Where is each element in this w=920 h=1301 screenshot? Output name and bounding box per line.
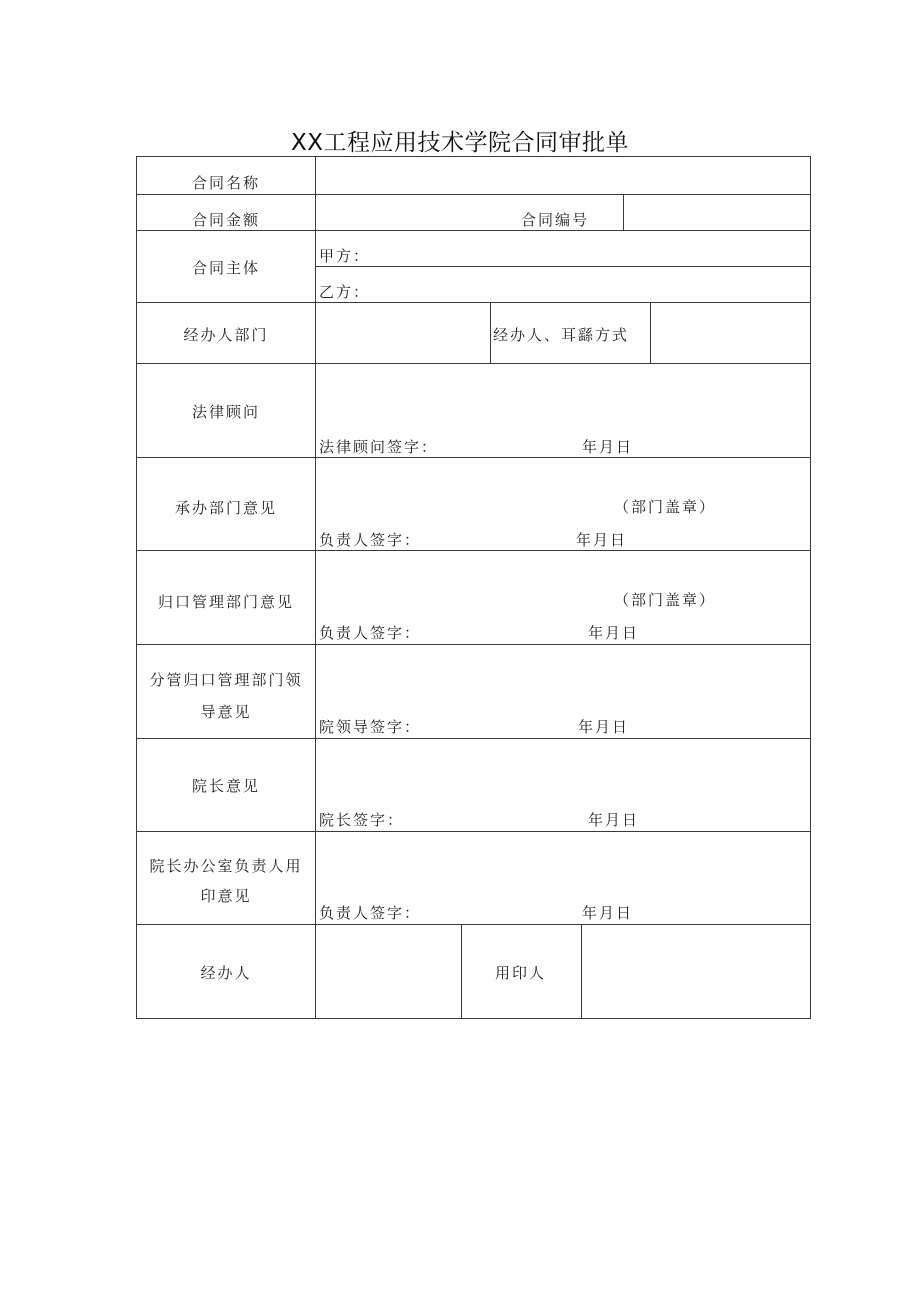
undertaking-dept-label: 承办部门意见 bbox=[174, 499, 277, 517]
undertaking-date-label: 年月日 bbox=[576, 531, 628, 549]
leader-sign-label: 院领导签字： bbox=[319, 718, 422, 736]
president-label: 院长意见 bbox=[191, 777, 260, 795]
undertaking-sign-label: 负责人签字： bbox=[319, 531, 422, 549]
table-border-top bbox=[136, 156, 811, 157]
party-divider bbox=[315, 266, 811, 267]
row-divider bbox=[136, 644, 811, 645]
contract-amount-label: 合同金额 bbox=[191, 211, 260, 229]
contract-number-label: 合同编号 bbox=[521, 211, 590, 229]
form-title: XX工程应用技术学院合同审批单 bbox=[290, 130, 629, 156]
row-divider bbox=[136, 738, 811, 739]
row-divider bbox=[136, 924, 811, 925]
leader-label-line2: 导意见 bbox=[200, 703, 252, 721]
contract-name-label: 合同名称 bbox=[191, 174, 260, 192]
table-border-right bbox=[810, 156, 811, 1019]
row-divider bbox=[136, 550, 811, 551]
legal-advisor-sign-label: 法律顾问签字： bbox=[319, 438, 439, 456]
row-divider bbox=[136, 302, 811, 303]
office-label-line2: 印意见 bbox=[200, 887, 252, 905]
party-b-label: 乙方： bbox=[319, 283, 371, 301]
office-label-line1: 院长办公室负责人用 bbox=[149, 857, 303, 875]
row-divider bbox=[136, 194, 811, 195]
undertaking-stamp-label: （部门盖章） bbox=[614, 498, 717, 516]
leader-label-line1: 分管归口管理部门领 bbox=[149, 671, 303, 689]
row-divider bbox=[136, 457, 811, 458]
party-a-label: 甲方： bbox=[319, 247, 371, 265]
handler-dept-label: 经办人部门 bbox=[183, 326, 269, 344]
central-stamp-label: （部门盖章） bbox=[614, 591, 717, 609]
row-divider bbox=[136, 831, 811, 832]
central-dept-label: 归口管理部门意见 bbox=[157, 593, 294, 611]
handler-contact-label: 经办人、耳繇方式 bbox=[493, 326, 630, 344]
dept-cell-divider bbox=[490, 302, 491, 363]
final-cell-divider bbox=[461, 924, 462, 1018]
contact-cell-divider bbox=[650, 302, 651, 363]
final-cell-divider bbox=[581, 924, 582, 1018]
table-border-bottom bbox=[136, 1018, 811, 1019]
sealer-label: 用印人 bbox=[495, 964, 547, 982]
legal-advisor-label: 法律顾问 bbox=[191, 403, 260, 421]
office-sign-label: 负责人签字： bbox=[319, 904, 422, 922]
central-date-label: 年月日 bbox=[588, 624, 640, 642]
leader-date-label: 年月日 bbox=[578, 718, 630, 736]
president-sign-label: 院长签字： bbox=[319, 811, 405, 829]
handler-label: 经办人 bbox=[200, 964, 252, 982]
row-divider bbox=[136, 363, 811, 364]
number-cell-divider bbox=[623, 194, 624, 230]
legal-advisor-date-label: 年月日 bbox=[582, 438, 634, 456]
office-date-label: 年月日 bbox=[582, 904, 634, 922]
president-date-label: 年月日 bbox=[588, 811, 640, 829]
central-sign-label: 负责人签字： bbox=[319, 624, 422, 642]
contract-parties-label: 合同主体 bbox=[191, 259, 260, 277]
row-divider bbox=[136, 230, 811, 231]
